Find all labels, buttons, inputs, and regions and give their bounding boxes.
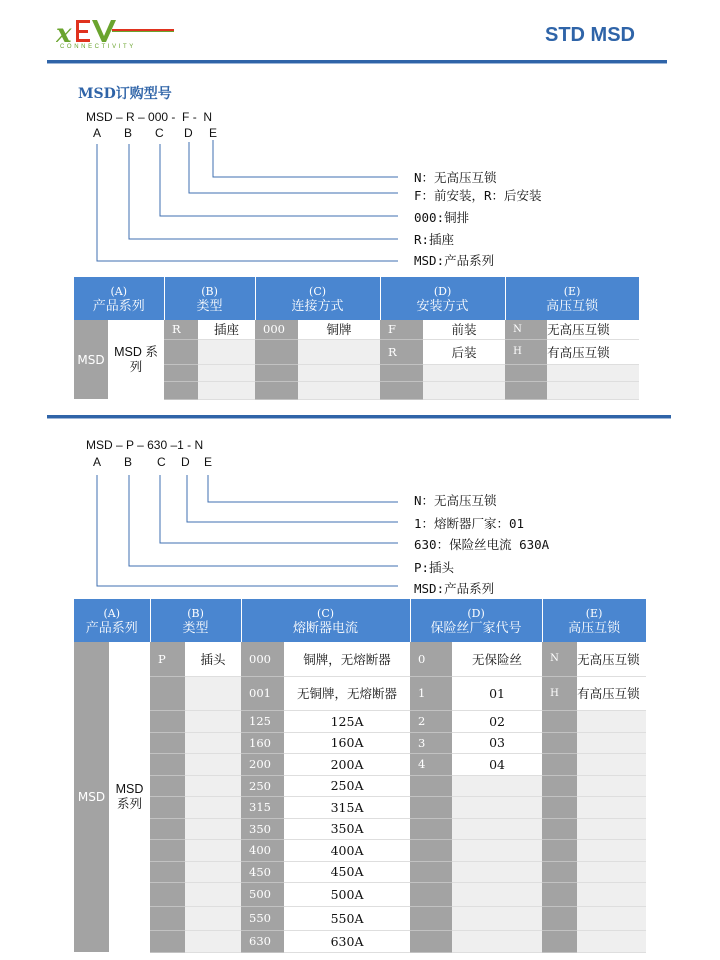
table-cell: H — [505, 339, 547, 364]
table-cell — [577, 710, 646, 732]
header-e: (E) 高压互锁 — [542, 599, 646, 642]
table-cell — [298, 381, 380, 399]
letter-d: D — [181, 455, 190, 469]
table-cell — [547, 364, 639, 381]
table-cell: P — [150, 642, 185, 676]
table-cell — [577, 861, 646, 882]
table-cell: 200A — [284, 753, 410, 775]
table-cell: 后装 — [423, 339, 505, 364]
table-cell — [542, 710, 577, 732]
table-cell: 无高压互锁 — [547, 320, 639, 339]
table-cell — [452, 839, 542, 861]
letter-d: D — [184, 126, 193, 140]
table-cell — [505, 364, 547, 381]
table-cell — [298, 364, 380, 381]
table-cell — [547, 381, 639, 399]
model-code-2: MSD – P – 630 –1 - N — [86, 438, 204, 452]
table-cell — [150, 839, 185, 861]
table-cell — [577, 839, 646, 861]
table-cell: 315A — [284, 796, 410, 818]
table-cell: 250A — [284, 775, 410, 796]
table-cell — [185, 676, 241, 710]
table-cell: 无保险丝 — [452, 642, 542, 676]
table-cell: 1 — [410, 676, 452, 710]
table-cell: 400 — [241, 839, 284, 861]
table-cell — [185, 839, 241, 861]
table-cell: 铜牌，无熔断器 — [284, 642, 410, 676]
header-e: (E) 高压互锁 — [505, 277, 639, 320]
table-cell: 400A — [284, 839, 410, 861]
table-cell: 3 — [410, 732, 452, 753]
table-cell — [164, 339, 198, 364]
header-d: (D) 保险丝厂家代号 — [410, 599, 542, 642]
table-cell: 350 — [241, 818, 284, 839]
series-name: MSD 系列 — [109, 642, 150, 952]
letter-b: B — [124, 455, 133, 469]
table-cell: 有高压互锁 — [577, 676, 646, 710]
table-cell: 02 — [452, 710, 542, 732]
table-cell — [380, 364, 423, 381]
page-title: STD MSD — [545, 24, 635, 46]
table-cell: 250 — [241, 775, 284, 796]
table-cell: N — [505, 320, 547, 339]
table-cell: H — [542, 676, 577, 710]
table-cell: 200 — [241, 753, 284, 775]
letter-c: C — [157, 455, 166, 469]
letter-e: E — [209, 126, 218, 140]
table-cell: R — [164, 320, 198, 339]
table-cell: 450A — [284, 861, 410, 882]
table-cell — [150, 818, 185, 839]
table-cell: 4 — [410, 753, 452, 775]
table-cell — [452, 906, 542, 930]
table-cell: 500 — [241, 882, 284, 906]
table-cell — [452, 775, 542, 796]
table-cell — [542, 732, 577, 753]
table-cell — [577, 732, 646, 753]
table-cell: 000 — [255, 320, 298, 339]
table-cell: R — [380, 339, 423, 364]
logo-tagline: CONNECTIVITY — [60, 44, 136, 50]
table-cell: 001 — [241, 676, 284, 710]
table-cell — [185, 882, 241, 906]
table-cell — [255, 364, 298, 381]
table-cell — [198, 364, 255, 381]
table-cell: 插座 — [198, 320, 255, 339]
table-cell — [150, 906, 185, 930]
table-cell: 01 — [452, 676, 542, 710]
table-cell: 550A — [284, 906, 410, 930]
letter-b: B — [124, 126, 133, 140]
table-cell — [150, 861, 185, 882]
table-cell — [542, 930, 577, 952]
table-cell — [164, 381, 198, 399]
table-cell — [542, 818, 577, 839]
note-d: F：前安装，R：后安装 — [414, 188, 542, 203]
table-cell — [185, 818, 241, 839]
table-cell — [452, 930, 542, 952]
table-cell — [150, 710, 185, 732]
table-cell — [410, 839, 452, 861]
letter-a: A — [93, 455, 102, 469]
table-cell — [542, 775, 577, 796]
table-cell: 有高压互锁 — [547, 339, 639, 364]
table-cell — [150, 753, 185, 775]
section-title: MSD订购型号 — [78, 86, 172, 102]
table-cell: N — [542, 642, 577, 676]
table-cell: 125A — [284, 710, 410, 732]
header-c: (C) 连接方式 — [255, 277, 380, 320]
table-cell — [542, 796, 577, 818]
table-cell — [577, 818, 646, 839]
table-cell — [150, 930, 185, 952]
table-cell: 630A — [284, 930, 410, 952]
table-cell — [185, 753, 241, 775]
table-cell: 160A — [284, 732, 410, 753]
header-b: (B) 类型 — [164, 277, 255, 320]
table-cell — [185, 796, 241, 818]
note-c: 000:铜排 — [414, 210, 470, 225]
table-cell: 03 — [452, 732, 542, 753]
table-cell — [423, 364, 505, 381]
letter-e: E — [204, 455, 213, 469]
table-cell: 630 — [241, 930, 284, 952]
table-cell — [577, 796, 646, 818]
table-cell: 无铜牌，无熔断器 — [284, 676, 410, 710]
note-b: R:插座 — [414, 232, 455, 247]
table-cell — [577, 775, 646, 796]
table-cell — [164, 364, 198, 381]
table-cell — [542, 906, 577, 930]
table-cell — [198, 339, 255, 364]
table-cell — [380, 381, 423, 399]
table-cell — [542, 882, 577, 906]
table-cell — [298, 339, 380, 364]
table-cell — [542, 861, 577, 882]
table-cell — [452, 818, 542, 839]
table-cell: 插头 — [185, 642, 241, 676]
header-a: (A) 产品系列 — [74, 599, 150, 642]
table-cell — [423, 381, 505, 399]
series-code: MSD — [74, 642, 109, 952]
table-cell — [410, 882, 452, 906]
table-cell — [198, 381, 255, 399]
table-cell — [185, 732, 241, 753]
table-cell — [542, 753, 577, 775]
table-cell: 前装 — [423, 320, 505, 339]
table-cell — [452, 796, 542, 818]
table-cell — [150, 732, 185, 753]
table-cell — [255, 339, 298, 364]
table-cell — [452, 882, 542, 906]
table-cell — [185, 906, 241, 930]
note-b: P:插头 — [414, 560, 455, 575]
header-b: (B) 类型 — [150, 599, 241, 642]
header-d: (D) 安装方式 — [380, 277, 505, 320]
table-cell — [185, 930, 241, 952]
table-cell: 550 — [241, 906, 284, 930]
note-d: 1：熔断器厂家：01 — [414, 516, 525, 531]
table-cell: 500A — [284, 882, 410, 906]
section-divider — [47, 415, 671, 419]
table-cell: 160 — [241, 732, 284, 753]
table-cell — [150, 676, 185, 710]
note-a: MSD:产品系列 — [414, 581, 495, 596]
table-cell — [577, 930, 646, 952]
header-c: (C) 熔断器电流 — [241, 599, 410, 642]
table-cell — [410, 930, 452, 952]
table-cell — [577, 753, 646, 775]
note-e: N：无高压互锁 — [414, 493, 497, 508]
table-cell — [410, 906, 452, 930]
table-cell: 04 — [452, 753, 542, 775]
table-cell: 无高压互锁 — [577, 642, 646, 676]
table-cell: 0 — [410, 642, 452, 676]
note-c: 630：保险丝电流 630A — [414, 537, 550, 552]
letter-a: A — [93, 126, 102, 140]
table-cell — [452, 861, 542, 882]
table-cell — [150, 775, 185, 796]
note-e: N：无高压互锁 — [414, 170, 497, 185]
model-table-2 — [74, 599, 647, 953]
letter-c: C — [155, 126, 164, 140]
table-cell — [185, 775, 241, 796]
series-name: MSD 系列 — [108, 320, 164, 399]
table-cell — [577, 906, 646, 930]
header-a: (A) 产品系列 — [74, 277, 164, 320]
model-code: MSD – R – 000 - F - N — [86, 110, 213, 124]
table-cell: 铜牌 — [298, 320, 380, 339]
table-cell: 125 — [241, 710, 284, 732]
table-cell: 2 — [410, 710, 452, 732]
table-cell: 000 — [241, 642, 284, 676]
table-cell — [185, 861, 241, 882]
table-cell — [542, 839, 577, 861]
table-cell — [255, 381, 298, 399]
table-cell: 350A — [284, 818, 410, 839]
table-cell — [185, 710, 241, 732]
table-cell: 315 — [241, 796, 284, 818]
model-table-1 — [74, 277, 640, 400]
table-cell — [505, 381, 547, 399]
table-cell — [577, 882, 646, 906]
svg-text:x: x — [56, 19, 72, 49]
series-code: MSD — [74, 320, 108, 399]
table-cell — [410, 861, 452, 882]
table-cell — [410, 818, 452, 839]
table-cell — [150, 882, 185, 906]
note-a: MSD:产品系列 — [414, 253, 495, 268]
table-cell — [410, 775, 452, 796]
table-cell: 450 — [241, 861, 284, 882]
table-cell — [410, 796, 452, 818]
table-cell — [150, 796, 185, 818]
table-cell: F — [380, 320, 423, 339]
